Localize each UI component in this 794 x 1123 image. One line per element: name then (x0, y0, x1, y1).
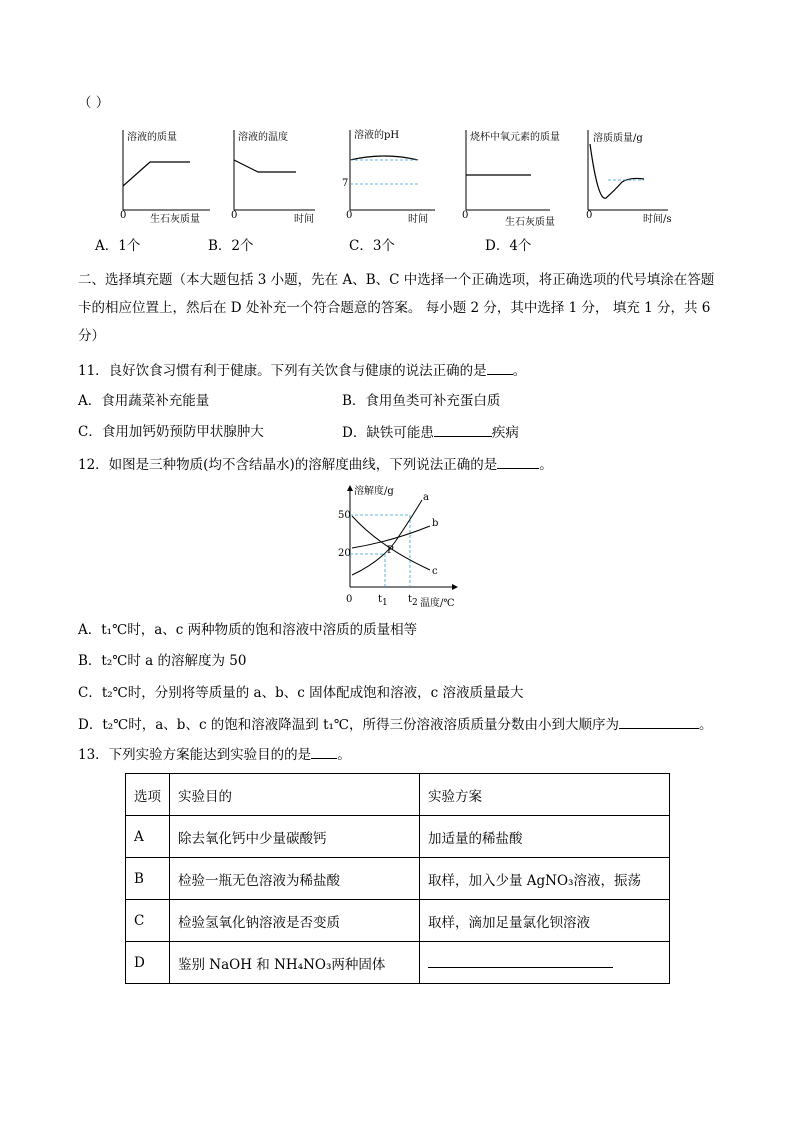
graph-1-xlabel: 生石灰质量 (150, 214, 200, 225)
q11-option-c[interactable]: C．食用加钙奶预防甲状腺肿大 (78, 424, 264, 440)
q10-option-d[interactable]: D．4个 (485, 238, 532, 254)
q13-answer-blank[interactable] (311, 744, 337, 759)
graph-4-xlabel: 生石灰质量 (505, 217, 555, 228)
q12-option-d-end: 。 (699, 717, 713, 733)
table-header-row (126, 774, 670, 816)
graph-2-xlabel: 时间 (294, 214, 314, 225)
q12-stem (78, 454, 553, 475)
graph-3 (350, 130, 435, 210)
q13-d-blank[interactable] (428, 953, 613, 968)
q11-option-b[interactable]: B．食用鱼类可补充蛋白质 (342, 393, 501, 409)
solubility-origin: 0 (346, 594, 353, 605)
q12-d-blank[interactable] (619, 714, 699, 729)
solubility-xlabel: 温度/℃ (420, 598, 455, 609)
graph-1-curve (123, 162, 190, 186)
row-purpose: 检验一瓶无色溶液为稀盐酸 (170, 858, 420, 900)
graph-2-origin: 0 (231, 210, 238, 221)
t1-letter: t (378, 594, 383, 605)
row-option: C (126, 900, 170, 942)
row-plan: 加适量的稀盐酸 (420, 816, 670, 858)
row-purpose: 除去氧化钙中少量碳酸钙 (170, 816, 420, 858)
header-option: 选项 (126, 774, 170, 816)
table-row[interactable] (126, 858, 670, 900)
t2-sub: 2 (412, 598, 418, 608)
solubility-tick-50: 50 (338, 510, 351, 521)
q11-option-d-text: D．缺铁可能患 (342, 425, 434, 441)
point-p-label: P (387, 545, 394, 556)
row-purpose: 检验氢氧化钠溶液是否变质 (170, 900, 420, 942)
graph-5-xlabel: 时间/s (643, 214, 672, 225)
q12-option-b[interactable]: B．t₂℃时 a 的溶解度为 50 (78, 653, 247, 669)
q11-d-blank[interactable] (434, 422, 492, 437)
q10-option-c[interactable]: C．3个 (349, 238, 395, 254)
graph-3-ylabel: 溶液的pH (354, 130, 400, 141)
graph-5-origin: 0 (586, 210, 593, 221)
graph-2-curve (234, 160, 296, 172)
q12-option-c[interactable]: C．t₂℃时，分别将等质量的 a、b、c 固体配成饱和溶液，c 溶液质量最大 (78, 685, 524, 701)
row-option: B (126, 858, 170, 900)
section2-line3: 分） (78, 328, 105, 344)
q11-stem-end: 。 (512, 363, 527, 379)
graph-2-ylabel: 溶液的温度 (238, 132, 288, 143)
t1-sub: 1 (382, 598, 388, 608)
graph-3-curve (350, 156, 418, 160)
row-option: A (126, 816, 170, 858)
t2-letter: t (408, 594, 413, 605)
q13-stem-end: 。 (337, 747, 351, 763)
graph-3-ref: 7 (342, 178, 349, 189)
q12-stem-end: 。 (539, 457, 553, 473)
q12-option-a[interactable]: A．t₁℃时，a、c 两种物质的饱和溶液中溶质的质量相等 (78, 622, 418, 638)
section2-line2: 卡的相应位置上，然后在 D 处补充一个符合题意的答案。 每小题 2 分，其中选择 1 分， 填充 1 分，共 6 (78, 300, 711, 316)
q12-option-d[interactable] (78, 714, 713, 735)
row-plan: 取样，滴加足量氯化钡溶液 (420, 900, 670, 942)
q12-stem-text: 12．如图是三种物质(均不含结晶水)的溶解度曲线，下列说法正确的是 (78, 457, 498, 473)
graph-5-curve (590, 144, 644, 198)
solubility-t2 (408, 594, 418, 608)
graph-5-ylabel: 溶质质量/g (593, 133, 643, 144)
header-purpose: 实验目的 (170, 774, 420, 816)
solubility-ylabel: 溶解度/g (354, 486, 394, 497)
graph-3-origin: 0 (346, 210, 353, 221)
q11-answer-blank[interactable] (487, 360, 513, 375)
q10-option-a[interactable]: A．1个 (95, 238, 141, 254)
curve-b-label: b (432, 518, 439, 529)
q13-stem-text: 13．下列实验方案能达到实验目的的是 (78, 747, 312, 763)
q11-stem (78, 360, 526, 381)
experiment-table (125, 773, 670, 984)
row-purpose: 鉴别 NaOH 和 NH₄NO₃两种固体 (170, 942, 420, 984)
graph-4-origin: 0 (462, 210, 469, 221)
graph-3-xlabel: 时间 (408, 214, 428, 225)
curve-a (352, 500, 422, 575)
q11-option-d-end: 疾病 (491, 425, 519, 441)
q10-option-b[interactable]: B．2个 (208, 238, 254, 254)
table-row[interactable] (126, 816, 670, 858)
solubility-t1 (378, 594, 388, 608)
graph-1-origin: 0 (120, 210, 127, 221)
row-option: D (126, 942, 170, 984)
section2-line1: 二、选择填充题（本大题包括 3 小题，先在 A、B、C 中选择一个正确选项，将正确选项的代号填涂在答题 (78, 272, 715, 288)
q11-option-d[interactable] (342, 422, 519, 443)
curve-a-label: a (423, 492, 429, 503)
table-row[interactable] (126, 942, 670, 984)
table-row[interactable] (126, 900, 670, 942)
row-plan: 取样，加入少量 AgNO₃溶液，振荡 (420, 858, 670, 900)
q13-stem (78, 744, 351, 765)
graph-1-ylabel: 溶液的质量 (127, 132, 177, 143)
row-plan-blank[interactable] (420, 942, 670, 984)
graph-4-ylabel: 烧杯中氧元素的质量 (470, 132, 560, 143)
solubility-tick-20: 20 (338, 548, 351, 559)
curve-c (352, 516, 430, 570)
curve-c-label: c (432, 566, 438, 577)
header-plan: 实验方案 (420, 774, 670, 816)
q11-option-a[interactable]: A．食用蔬菜补充能量 (78, 393, 210, 409)
q12-answer-blank[interactable] (497, 454, 539, 469)
q11-stem-text: 11．良好饮食习惯有利于健康。下列有关饮食与健康的说法正确的是 (78, 363, 487, 379)
answer-paren: （ ） (78, 95, 110, 111)
q12-option-d-text: D．t₂℃时，a、b、c 的饱和溶液降温到 t₁℃，所得三份溶液溶质质量分数由小到大顺序为 (78, 717, 620, 733)
